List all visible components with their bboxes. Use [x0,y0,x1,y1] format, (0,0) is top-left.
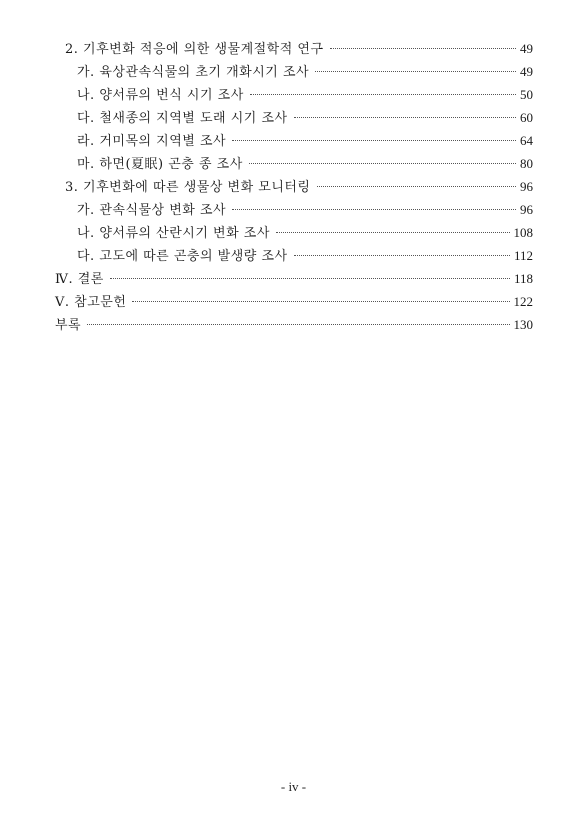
toc-entry-page: 80 [520,156,533,171]
toc-entry-title: 마. 하면(夏眠) 곤충 종 조사 [77,157,243,172]
toc-entry[interactable] [55,61,533,84]
toc-leader-dots [249,163,516,164]
toc-entry-page: 96 [520,179,533,194]
toc-entry[interactable] [55,268,533,291]
toc-entry[interactable] [55,222,533,245]
toc-entry-title: 다. 고도에 따른 곤충의 발생량 조사 [77,249,288,264]
toc-entry-page: 112 [513,248,533,263]
toc-entry[interactable] [55,153,533,176]
toc-entry[interactable] [55,314,533,337]
toc-entry[interactable] [55,107,533,130]
toc-leader-dots [330,48,516,49]
toc-entry[interactable] [55,199,533,222]
toc-entry-page: 118 [513,271,533,286]
toc-leader-dots [294,255,510,256]
toc-entry-title: 나. 양서류의 산란시기 변화 조사 [77,226,270,241]
toc-entry-page: 96 [520,202,533,217]
toc-entry-page: 50 [520,87,533,102]
page-number-footer: - iv - [280,779,307,794]
toc-entry-title: 다. 철새종의 지역별 도래 시기 조사 [77,111,288,126]
toc-entry-title: 3. 기후변화에 따른 생물상 변화 모니터링 [65,180,311,195]
toc-entry-title: 가. 관속식물상 변화 조사 [77,203,227,218]
toc-entry[interactable] [55,130,533,153]
toc-entry[interactable] [55,38,533,61]
toc-entry-title: Ⅴ. 참고문헌 [55,295,127,310]
toc-entry-title: 라. 거미목의 지역별 조사 [77,134,227,149]
toc-entry[interactable] [55,245,533,268]
toc-entry-title: 나. 양서류의 번식 시기 조사 [77,88,244,103]
toc-entry-page: 49 [520,41,533,56]
toc-entry-title: 2. 기후변화 적응에 의한 생물계절학적 연구 [65,42,324,57]
toc-entry-page: 122 [513,294,533,309]
toc-leader-dots [132,301,509,302]
table-of-contents [55,38,533,337]
toc-leader-dots [294,117,516,118]
toc-entry[interactable] [55,291,533,314]
toc-leader-dots [317,186,517,187]
toc-entry-page: 108 [513,225,533,240]
toc-entry-page: 64 [520,133,533,148]
toc-entry[interactable] [55,84,533,107]
toc-leader-dots [315,71,516,72]
toc-leader-dots [232,209,516,210]
toc-leader-dots [250,94,516,95]
toc-entry-page: 60 [520,110,533,125]
toc-leader-dots [110,278,510,279]
toc-entry-title: Ⅳ. 결론 [55,272,104,287]
toc-leader-dots [87,324,509,325]
toc-entry-title: 가. 육상관속식물의 초기 개화시기 조사 [77,65,310,80]
toc-leader-dots [276,232,510,233]
toc-entry[interactable] [55,176,533,199]
toc-leader-dots [232,140,516,141]
toc-entry-title: 부록 [55,318,82,333]
toc-entry-page: 130 [513,317,533,332]
toc-entry-page: 49 [520,64,533,79]
